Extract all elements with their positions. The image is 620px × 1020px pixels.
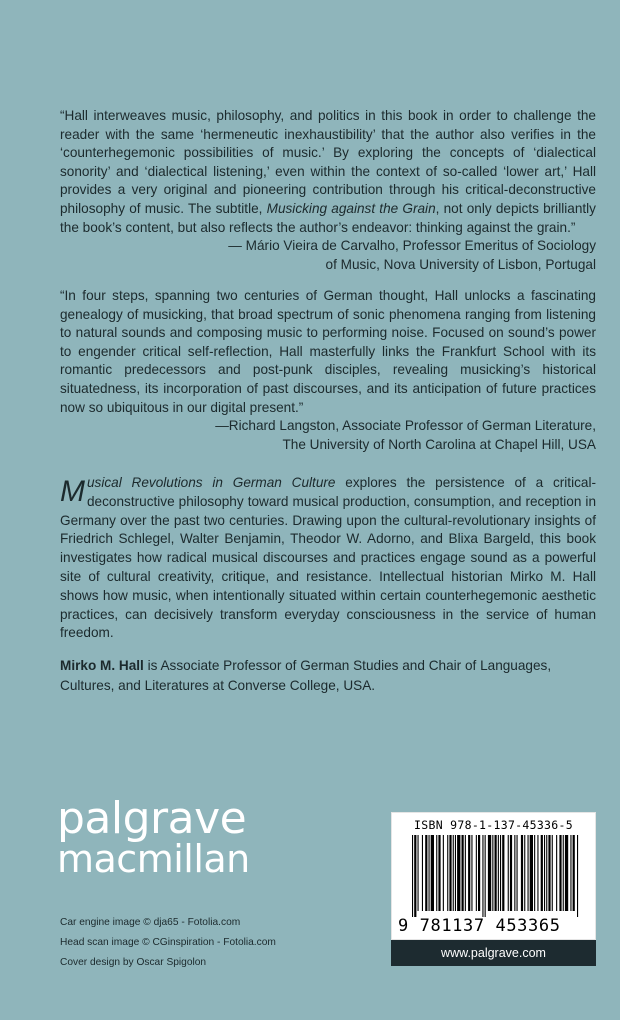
barcode-bar (530, 835, 533, 911)
barcode-bar (546, 835, 547, 911)
barcode-bar (418, 835, 419, 911)
author-name: Mirko M. Hall (60, 658, 144, 673)
barcode-bar (498, 835, 499, 911)
credit-line-3: Cover design by Oscar Spigolon (60, 957, 207, 968)
image-credits (60, 913, 276, 973)
barcode-icon (412, 835, 580, 917)
author-bio-text: is Associate Professor of German Studies and Chair of Languages, Cultures, and Literatures at Converse College, USA. (60, 658, 552, 693)
barcode-bar (485, 835, 486, 917)
barcode-bar (482, 835, 483, 917)
barcode-bar (422, 835, 423, 911)
barcode-bar (414, 835, 416, 917)
barcode-bar (508, 835, 509, 911)
barcode-bar (565, 835, 568, 911)
isbn-barcode-box (391, 812, 596, 940)
barcode-bar (573, 835, 575, 911)
barcode-bar (476, 835, 477, 911)
quote-1-attribution-line-1: — Mário Vieira de Carvalho, Professor Emeritus of Sociology (228, 238, 596, 254)
barcode-bar (541, 835, 543, 911)
isbn-ean-digits: 9 781137 453365 (398, 916, 561, 936)
quote-2-text: “In four steps, spanning two centuries of German thought, Hall unlocks a fascinating genealogy of musicking, that broad spectrum of sonic phenomena ranging from listening to natural sounds and composing music to performing noise. Focused on sound’s power to engender critical self-reflection, Hall masterfully links the Frankfurt School with its romantic predecessors and post-punk disciples, revealing musicking’s historical situatedness, its incorporation of past discourses, and its anticipation of future practices now so ubiquitous in our digital present.” (60, 288, 596, 415)
barcode-bar (436, 835, 437, 911)
barcode-bar (502, 835, 504, 911)
barcode-bar (556, 835, 557, 911)
barcode-bar (528, 835, 529, 911)
dropcap-letter: M (60, 475, 85, 508)
book-description-text: explores the persistence of a critical-deconstructive philosophy toward musical production, consumption, and reception in Germany over the past two centuries. Drawing upon the cultural-revolutionary insights of Friedrich Schlegel, Walter Benjamin, Theodor W. Adorno, and Blixa Bargeld, this book investigates how radical musical discourses and practices engage sound as a powerful site of cultural creativity, critique, and resistance. Intellectual historian Mirko M. Hall shows how music, when intentionally situated within certain counterhegemonic aesthetic practices, can decisively transform everyday consciousness in the service of human freedom. (60, 475, 596, 641)
barcode-bar (559, 835, 561, 911)
publisher-url[interactable]: www.palgrave.com (391, 940, 596, 966)
publisher-logo (57, 793, 250, 881)
barcode-bar (521, 835, 523, 911)
endorsement-quote-1 (60, 107, 596, 274)
barcode-bar (478, 835, 480, 911)
barcode-bar (465, 835, 466, 911)
barcode-bar (544, 835, 545, 911)
barcode-bar (514, 835, 515, 911)
barcode-bar (457, 835, 460, 911)
barcode-bar (500, 835, 501, 911)
quote-1-text: “Hall interweaves music, philosophy, and politics in this book in order to challenge the reader with the same ‘hermeneutic inexhaustibility’ that the author also verifies in the ‘counterhegemonic possibilities of music.’ By exploring the concepts of ‘dialectical sonority’ and ‘dialectical listening,’ even within the context of so-called ‘lower art,’ Hall provides a very original and pioneering contribution through his critical-deconstructive philosophy of music. The subtitle, Musicking against the Grain, not only depicts brilliantly the book’s content, but also reflects the author’s endeavor: thinking against the grain.” (60, 108, 596, 235)
publisher-logo-line-2: macmillan (57, 837, 250, 881)
barcode-bar (468, 835, 470, 911)
barcode-bar (462, 835, 464, 911)
barcode-bar (495, 835, 497, 911)
barcode-bar (492, 835, 493, 911)
barcode-bar (453, 835, 454, 911)
barcode-bar (488, 835, 491, 911)
quote-1-attribution-line-2: of Music, Nova University of Lisbon, Portugal (325, 256, 596, 272)
barcode-bar (524, 835, 525, 911)
barcode-bar (431, 835, 434, 911)
publisher-logo-line-1: palgrave (57, 793, 247, 844)
barcode-bar (563, 835, 564, 911)
quote-2-attribution-line-2: The University of North Carolina at Chapel Hill, USA (282, 436, 596, 452)
barcode-bar (425, 835, 427, 911)
author-bio (60, 656, 596, 695)
barcode-bar (449, 835, 451, 911)
endorsement-quote-2 (60, 287, 596, 454)
barcode-bar (412, 835, 413, 917)
isbn-label: ISBN 978-1-137-45336-5 (414, 818, 573, 832)
barcode-bar (443, 835, 444, 911)
barcode-bar (455, 835, 456, 911)
barcode-bar (548, 835, 550, 911)
barcode-bar (429, 835, 430, 911)
barcode-bar (510, 835, 512, 911)
credit-line-1: Car engine image © dja65 - Fotolia.com (60, 917, 241, 928)
book-title: usical Revolutions in German Culture (87, 475, 336, 490)
barcode-bar (471, 835, 472, 911)
barcode-bar (447, 835, 448, 911)
barcode-bar (537, 835, 538, 911)
barcode-bar (570, 835, 571, 911)
barcode-bar (552, 835, 553, 911)
quote-2-attribution-line-1: —Richard Langston, Associate Professor of German Literature, (215, 418, 596, 434)
barcode-bar (577, 835, 578, 917)
barcode-bar (534, 835, 535, 911)
barcode-bar (517, 835, 518, 911)
barcode-bar (438, 835, 440, 911)
credit-line-2: Head scan image © CGinspiration - Fotolia.com (60, 937, 276, 948)
book-description (60, 474, 596, 643)
